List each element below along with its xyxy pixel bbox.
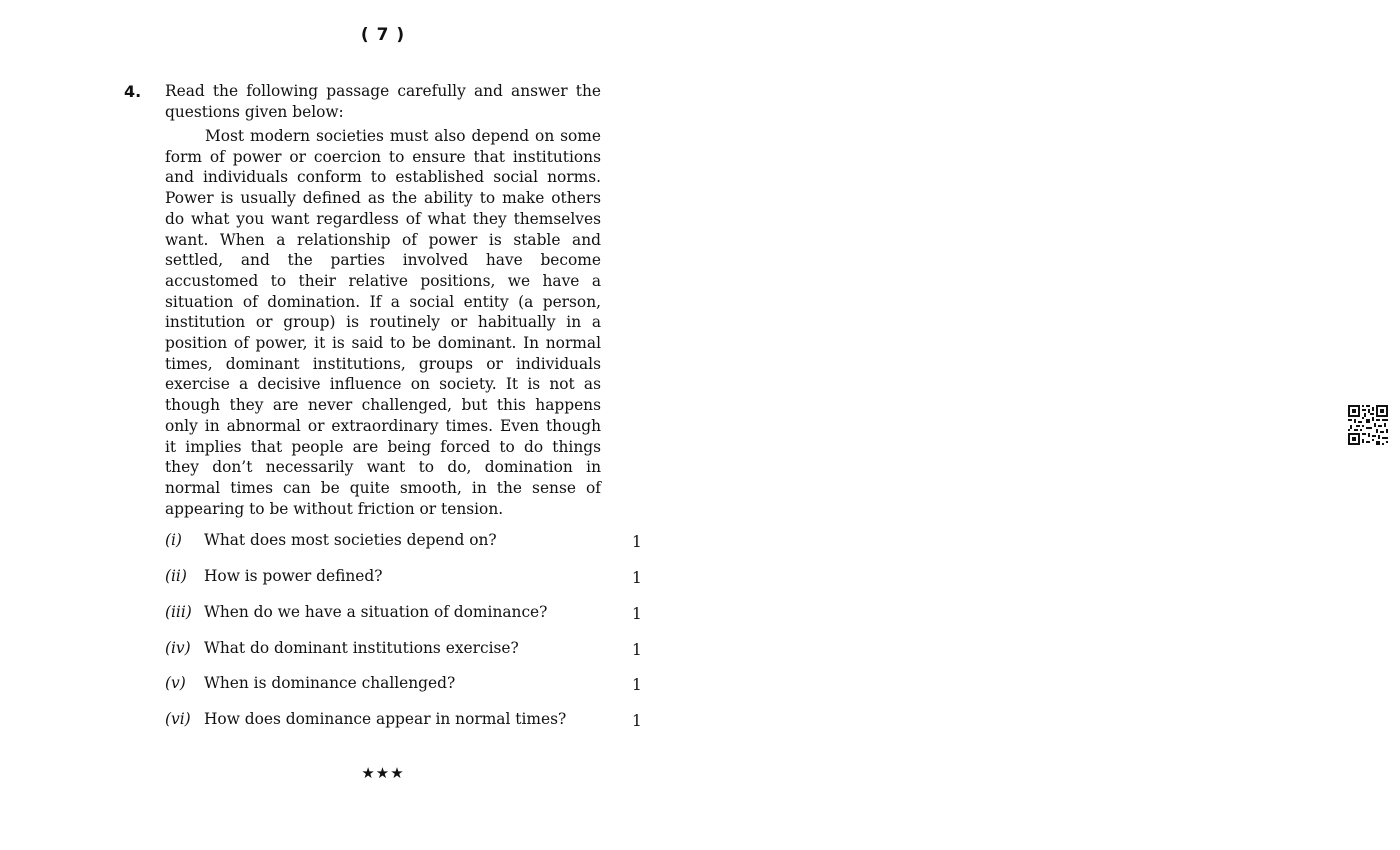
sub-question-marks: 1 — [632, 533, 642, 551]
question-number: 4. — [124, 82, 142, 101]
sub-question-marks: 1 — [632, 569, 642, 587]
sub-question-text: What do dominant institutions exercise? — [204, 639, 519, 657]
qr-code-icon — [1348, 405, 1388, 445]
sub-question-5 — [165, 674, 645, 696]
sub-question-4 — [165, 639, 645, 661]
sub-question-numeral: (vi) — [165, 710, 191, 728]
sub-question-marks: 1 — [632, 605, 642, 623]
sub-question-2 — [165, 567, 645, 589]
sub-question-numeral: (v) — [165, 674, 186, 692]
question-instruction: Read the following passage carefully and answer the questions given below: — [165, 82, 601, 121]
sub-question-3 — [165, 603, 645, 625]
sub-question-text: What does most societies depend on? — [204, 531, 497, 549]
passage-text: Most modern societies must also depend on some form of power or coercion to ensure that institutions and individuals conform to established social norms. Power is usually defined as the ability to make others do what you want regardless of what they themselves want. When a relationship of power is stable and settled, and the parties involved have become accustomed to their relative positions, we have a situation of domination. If a social entity (a person, institution or group) is routinely or habitually in a position of power, it is said to be dominant. In normal times, dominant institutions, groups or individuals exercise a decisive influence on society. It is not as though they are never challenged, but this happens only in abnormal or extraordinary times. Even though it implies that people are being forced to do things they don’t necessarily want to do, domination in normal times can be quite smooth, in the sense of appearing to be without friction or tension. — [165, 127, 601, 518]
sub-question-marks: 1 — [632, 676, 642, 694]
page-number: ( 7 ) — [360, 25, 406, 45]
sub-question-text: When do we have a situation of dominance? — [204, 603, 548, 621]
sub-question-numeral: (ii) — [165, 567, 187, 585]
sub-question-numeral: (i) — [165, 531, 182, 549]
sub-question-numeral: (iv) — [165, 639, 191, 657]
sub-question-text: When is dominance challenged? — [204, 674, 456, 692]
sub-question-1 — [165, 531, 645, 553]
sub-question-marks: 1 — [632, 712, 642, 730]
end-of-paper-stars: ★★★ — [361, 764, 405, 782]
sub-question-text: How does dominance appear in normal times? — [204, 710, 567, 728]
sub-question-6 — [165, 710, 645, 732]
sub-question-text: How is power defined? — [204, 567, 383, 585]
sub-question-marks: 1 — [632, 641, 642, 659]
sub-question-numeral: (iii) — [165, 603, 192, 621]
